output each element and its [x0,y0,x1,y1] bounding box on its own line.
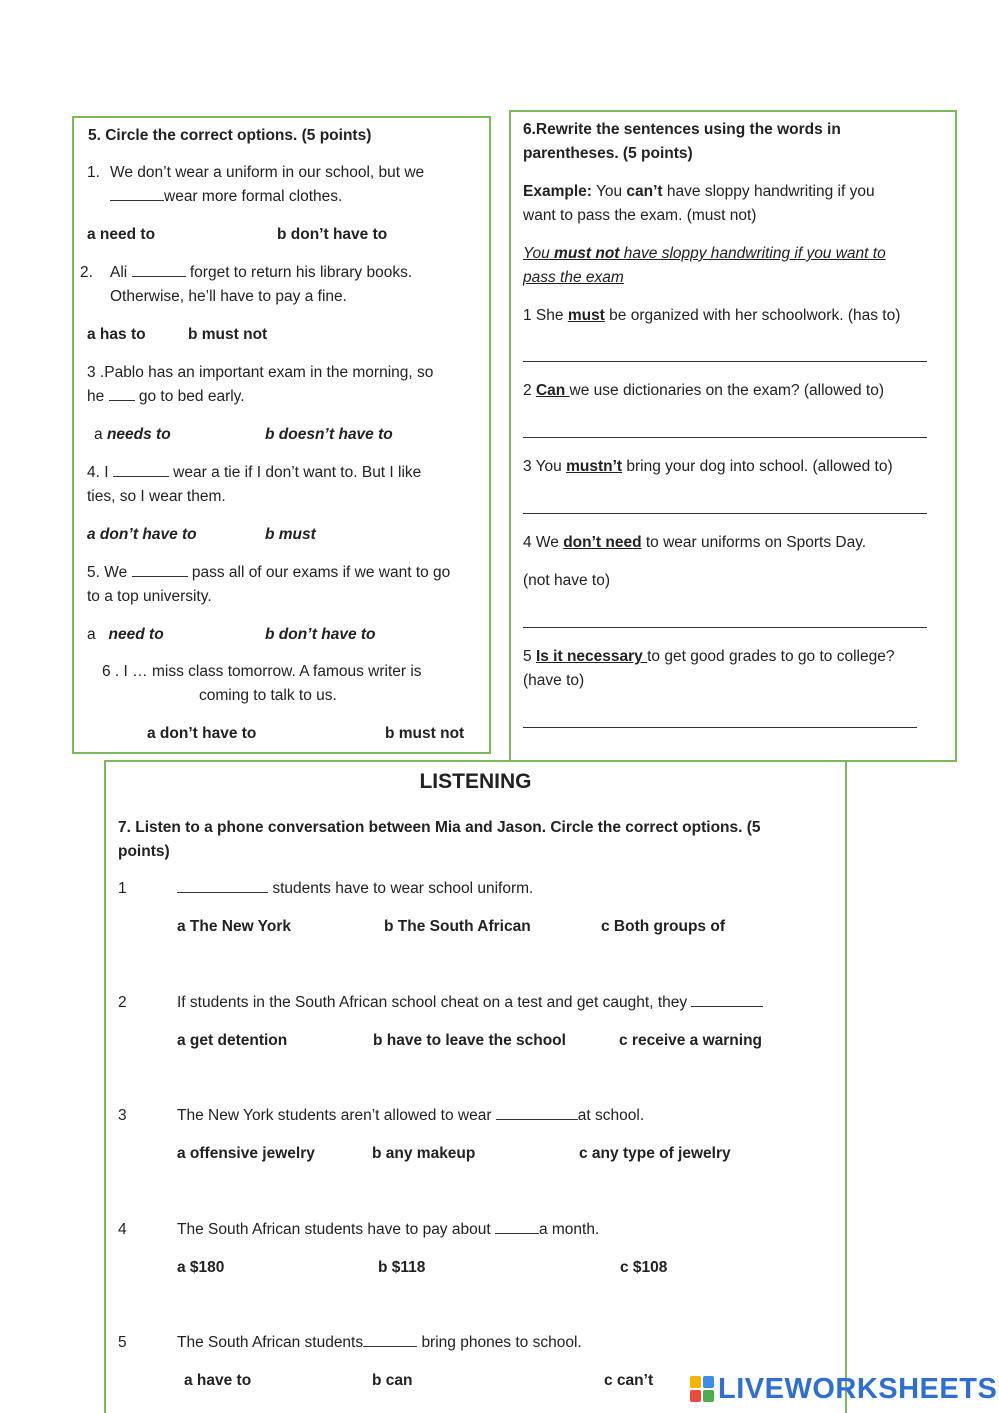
listening-instructions-line1: 7. Listen to a phone conversation between Mia and Jason. Circle the correct options. (5 [118,819,761,836]
example-answer-line2: pass the exam [523,269,624,286]
section-6-title-line1: 6.Rewrite the sentences using the words in [523,121,841,138]
q4-option-b[interactable]: b must [265,526,316,543]
section-5-title: 5. Circle the correct options. (5 points) [88,127,372,144]
q4-blank[interactable] [113,462,169,477]
q3-blank[interactable] [109,386,135,401]
section-6-title-line2: parentheses. (5 points) [523,145,693,162]
listen-q1-option-c[interactable]: c Both groups of [601,918,725,935]
listen-q4-option-c[interactable]: c $108 [620,1259,668,1276]
q3-option-a[interactable]: a needs to [94,426,171,443]
example-answer-line1: You must not have sloppy handwriting if you want to [523,245,886,262]
listen-q4-text: The South African students have to pay about a month. [177,1221,600,1238]
q4-option-a[interactable]: a don’t have to [87,526,197,543]
listen-q1-text: students have to wear school uniform. [177,878,533,900]
q5-blank[interactable] [132,562,188,577]
q6-text-line1: 6 . I … miss class tomorrow. A famous writer is [102,663,422,680]
listen-q1-option-b[interactable]: b The South African [384,918,531,935]
rewrite-3-answer-line[interactable] [523,513,927,514]
listening-instructions-line2: points) [118,843,170,860]
q2-option-b[interactable]: b must not [188,326,268,343]
listen-q4-option-a[interactable]: a $180 [177,1259,225,1276]
listen-q1-number: 1 [118,880,127,897]
q4-text-line2: ties, so I wear them. [87,488,226,505]
q5-text-line2: to a top university. [87,588,212,605]
rewrite-2-prompt: 2 Can we use dictionaries on the exam? (allowed to) [523,382,885,399]
rewrite-5-prompt-line1: 5 Is it necessary to get good grades to go to college? [523,648,895,665]
rewrite-3-prompt: 3 You mustn’t bring your dog into school. (allowed to) [523,458,893,475]
q2-number: 2. [80,264,93,281]
rewrite-1-prompt: 1 She must be organized with her schoolwork. (has to) [523,307,901,324]
q5-text-line1: 5. We pass all of our exams if we want to go [87,564,451,581]
listen-q3-option-c[interactable]: c any type of jewelry [579,1145,731,1162]
rewrite-4-prompt-line2: (not have to) [523,572,611,589]
q5-option-a[interactable]: a need to [87,626,164,643]
rewrite-4-answer-line[interactable] [523,627,927,628]
q1-number: 1. [87,164,100,181]
listen-q5-number: 5 [118,1334,127,1351]
q6-text-line2: coming to talk to us. [199,687,337,704]
q1-text-line2: wear more formal clothes. [110,186,342,208]
listen-q2-option-b[interactable]: b have to leave the school [373,1032,566,1049]
q6-option-b[interactable]: b must not [385,725,465,742]
q6-option-a[interactable]: a don’t have to [147,725,257,742]
listen-q1-blank[interactable] [177,878,268,893]
q2-blank[interactable] [132,262,186,277]
rewrite-5-prompt-line2: (have to) [523,672,585,689]
listen-q5-option-b[interactable]: b can [372,1372,413,1389]
q1-blank[interactable] [110,186,164,201]
q4-text-line1: 4. I wear a tie if I don’t want to. But I like [87,464,422,481]
listen-q3-number: 3 [118,1107,127,1124]
q1-option-a[interactable]: a need to [87,226,156,243]
listen-q2-option-c[interactable]: c receive a warning [619,1032,763,1049]
listen-q3-text: The New York students aren’t allowed to wear at school. [177,1107,645,1124]
listening-box [104,760,847,1413]
listening-heading: LISTENING [419,770,532,793]
q1-text-line1: We don’t wear a uniform in our school, but we [110,164,425,181]
listen-q4-option-b[interactable]: b $118 [378,1259,426,1276]
q5-option-b[interactable]: b don’t have to [265,626,376,643]
listen-q2-option-a[interactable]: a get detention [177,1032,288,1049]
q2-option-a[interactable]: a has to [87,326,146,343]
listen-q5-option-a[interactable]: a have to [184,1372,252,1389]
rewrite-1-answer-line[interactable] [523,361,927,362]
listen-q3-option-a[interactable]: a offensive jewelry [177,1145,315,1162]
liveworksheets-logo-icon [690,1376,714,1402]
listen-q4-blank[interactable] [495,1219,539,1234]
q3-text-line2: he go to bed early. [87,388,245,405]
listen-q5-option-c[interactable]: c can’t [604,1372,654,1389]
q1-option-b[interactable]: b don’t have to [277,226,388,243]
q3-option-b[interactable]: b doesn’t have to [265,426,393,443]
rewrite-2-answer-line[interactable] [523,437,927,438]
listen-q5-blank[interactable] [363,1332,417,1347]
listen-q4-number: 4 [118,1221,127,1238]
liveworksheets-logo [690,1372,997,1406]
listen-q2-blank[interactable] [691,992,763,1007]
listen-q2-number: 2 [118,994,127,1011]
listen-q3-blank[interactable] [496,1105,578,1120]
listen-q3-option-b[interactable]: b any makeup [372,1145,476,1162]
rewrite-4-prompt-line1: 4 We don’t need to wear uniforms on Sports Day. [523,534,867,551]
q2-text-line1: Ali forget to return his library books. [110,264,413,281]
example-line1: Example: You can’t have sloppy handwriting if you [523,183,875,200]
rewrite-5-answer-line[interactable] [523,727,917,728]
listen-q5-text: The South African students bring phones to school. [177,1334,582,1351]
listen-q2-text: If students in the South African school cheat on a test and get caught, they [177,992,763,1014]
listen-q1-option-a[interactable]: a The New York [177,918,291,935]
example-line2: want to pass the exam. (must not) [523,207,757,224]
q2-text-line2: Otherwise, he’ll have to pay a fine. [110,288,347,305]
q3-text-line1: 3 .Pablo has an important exam in the morning, so [87,364,434,381]
liveworksheets-logo-text: LIVEWORKSHEETS [718,1372,998,1405]
